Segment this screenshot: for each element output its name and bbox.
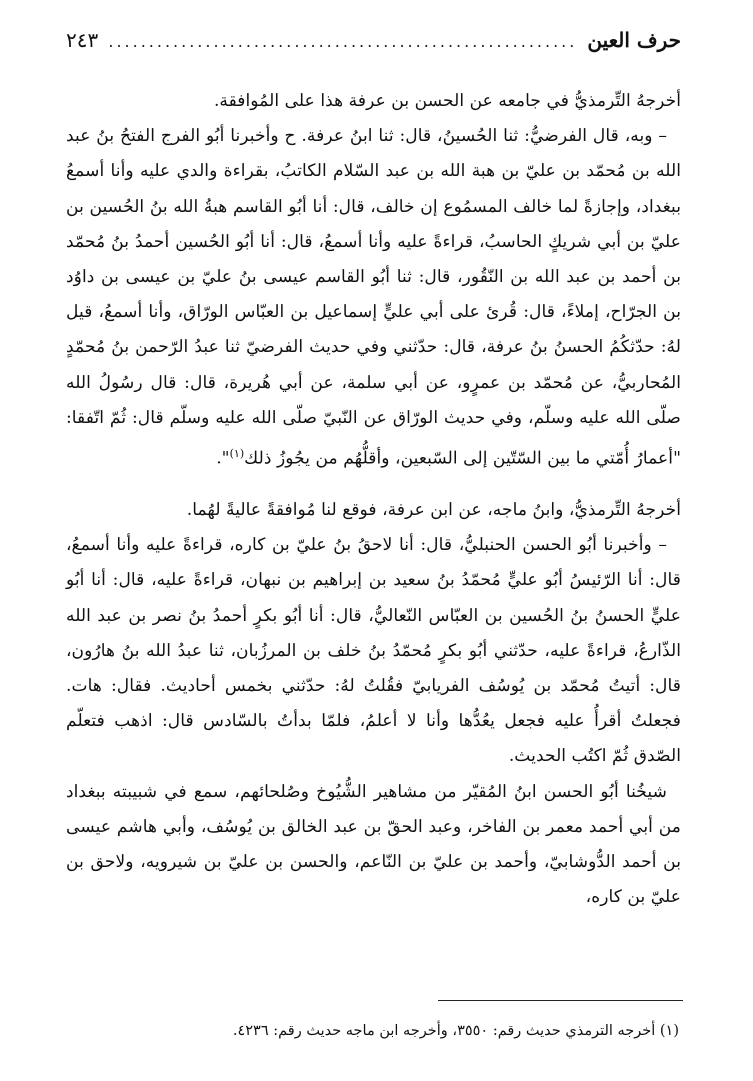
footnote: (١) أخرجه الترمذي حديث رقم: ٣٥٥٠، وأخرجه ابن ماجه حديث رقم: ٤٢٣٦. xyxy=(232,1023,679,1039)
hadith-closing-quote: ". xyxy=(216,448,230,469)
page-number: ٢٤٣ xyxy=(66,28,99,52)
footnote-separator xyxy=(438,1000,683,1001)
running-header xyxy=(66,28,681,58)
header-dot-leader: .......................................................... xyxy=(108,32,578,51)
paragraph-hadith-isnad-1 xyxy=(66,119,681,477)
main-text xyxy=(66,84,681,915)
hadith-text-1: – وبه، قال الفرضيُّ: ثنا الحُسينُ، قال: ثنا ابنُ عرفة. ح وأخبرنا أبُو الفرج الفتحُ بنُ عبد الله بن مُحمّد بن عليّ بن هبة الله بن عبد السّلام الكاتبُ، بقراءة والدي عليه وأنا أسمعُ ببغداد، وإجازةً لما خالف المسمُوع إن خالف، قال: أنا أبُو القاسم هبةُ الله بنُ الحُسين بن عليّ بن أبي شريكٍ الحاسبُ، قراءةً عليه وأنا أسمعُ، قال: أنا أبُو الحُسين أحمدُ بنُ مُحمّد بن أحمد بن عبد الله بن النّقُور، قال: ثنا أبُو القاسم عيسى بنُ عليّ بن عيسى بن داوُد بن الجرّاح، إملاءً، قال: قُرئ على أبي عليٍّ إسماعيل بن العبّاس الورّاق، وأنا أسمعُ، قيل لهُ: حدّثكُمُ الحسنُ بنُ عرفة، قال: حدّثني وفي حديث الفرضيّ ثنا عبدُ الرّحمن بنُ مُحمّدٍ المُحاربيُّ، عن مُحمّد بن عمرٍو، عن أبي سلمة، عن أبي هُريرة، قال: قال رسُولُ الله صلّى الله عليه وسلّم، وفي حديث الورّاق عن النّبيّ صلّى الله عليه وسلّم قال: ثُمّ اتّفقا: "أعمارُ أُمّتي ما بين السّتّين إلى السّبعين، وأقلُّهُم من يجُوزُ ذلك xyxy=(66,126,681,469)
footnote-reference[interactable]: (١) xyxy=(229,447,245,461)
paragraph-hadith-isnad-2: – وأخبرنا أبُو الحسن الحنبليُّ، قال: أنا لاحقُ بنُ عليّ بن كاره، قراءةً عليه وأنا أسمعُ، قال: أنا الرّئيسُ أبُو عليٍّ مُحمّدُ بنُ سعيد بن إبراهيم بن نبهان، قراءةً عليه، قال: أنا أبُو عليٍّ الحسنُ بنُ الحُسين بن العبّاس النّعاليُّ، قال: أنا أبُو بكرٍ أحمدُ بنُ نصر بن عبد الله الذّارعُ، قراءةً عليه، حدّثني أبُو بكرٍ مُحمّدُ بنُ خلف بن المرزُبان، ثنا عبدُ الله بنُ هارُون، قال: أتيتُ مُحمّد بن يُوسُف الفريابيّ فقُلتُ لهُ: حدّثني بخمس أحاديث. فقال: هات. فجعلتُ أقرأُ عليه فجعل يعُدُّها وأنا لا أعلمُ، فلمّا بدأتُ بالسّادس قال: اذهب فتعلّم الصّدق ثُمّ اكتُب الحديث. xyxy=(66,535,681,767)
running-title: حرف العين xyxy=(587,28,681,52)
paragraph-takhrij-2: أخرجهُ التِّرمذيُّ، وابنُ ماجه، عن ابن عرفة، فوقع لنا مُوافقةً عاليةً لهُما. xyxy=(186,499,681,520)
paragraph-takhrij-1: أخرجهُ التِّرمذيُّ في جامعه عن الحسن بن عرفة هذا على المُوافقة. xyxy=(213,91,681,111)
paragraph-biography: شيخُنا أبُو الحسن ابنُ المُقيّر من مشاهير الشُّيُوخ وصُلحائهم، سمع في شبيبته ببغداد من أبي أحمد معمر بن الفاخر، وعبد الحقّ بن عبد الخالق بن يُوسُف، وأبي هاشم عيسى بن أحمد الدُّوشابيّ، وأحمد بن عليّ بن النّاعم، والحسن بن عليّ بن شيرويه، ولاحق بن عليّ بن كاره، xyxy=(66,781,681,908)
